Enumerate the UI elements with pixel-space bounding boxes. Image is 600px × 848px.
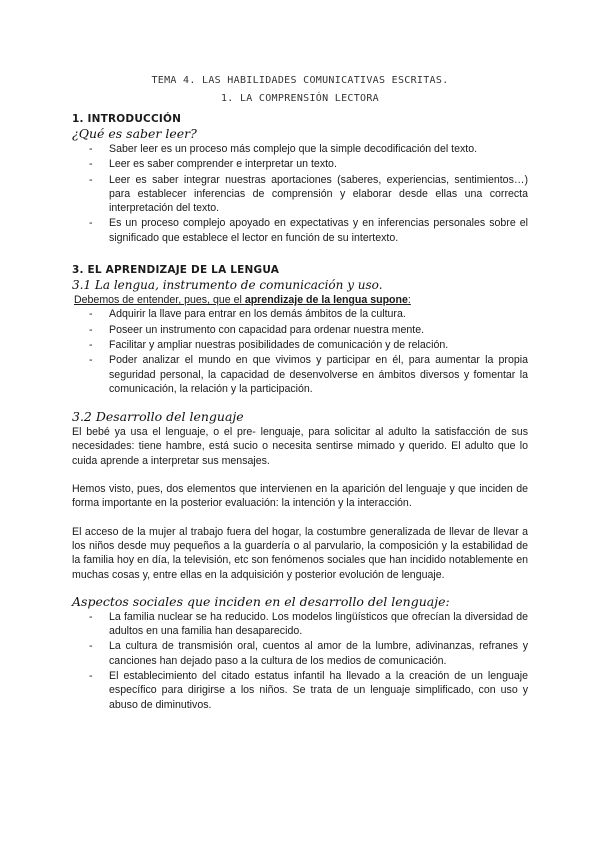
document-title bbox=[72, 72, 528, 108]
social-aspects-subheading: Aspectos sociales que inciden en el desarrollo del lenguaje: bbox=[72, 593, 450, 609]
list-item: - Poseer un instrumento con capacidad para ordenar nuestra mente. bbox=[72, 323, 528, 337]
paragraph: El acceso de la mujer al trabajo fuera del hogar, la costumbre generalizada de llevar de llevar a los niños desde muy pequeños a la guardería o al parvulario, la composición y la estabilidad de la familia hoy en día, la televisión, etc son fenómenos sociales que han incidido notablemente en muchas cosas y, entre ellas en la adquisición y posterior evolución de lenguaje. bbox=[72, 525, 528, 581]
paragraph: El bebé ya usa el lenguaje, o el pre- lenguaje, para solicitar al adulto la satisfacción de sus necesidades: tiene hambre, está sucio o necesita sentirse mimado y querido. El adulto que lo cuida aprende a interpretar sus mensajes. bbox=[72, 426, 528, 467]
list-item: - Leer es saber integrar nuestras aportaciones (saberes, experiencias, sentimientos…) para establecer inferencias de comprensión y elaborar desde ellas una correcta interpretación del texto. bbox=[72, 173, 528, 216]
section-3-heading: 3. EL APRENDIZAJE DE LA LENGUA bbox=[72, 264, 280, 277]
section-3-1-list bbox=[72, 307, 528, 396]
section-1-list bbox=[72, 142, 528, 245]
intro-bold-text: aprendizaje de la lengua supone bbox=[244, 294, 408, 307]
section-3-2-subheading: 3.2 Desarrollo del lenguaje bbox=[72, 409, 244, 425]
list-item: - Poder analizar el mundo en que vivimos y participar en él, para aumentar la propia seguridad personal, la capacidad de desenvolverse en ámbitos diversos y fomentar la comunicación, la relación y la participación. bbox=[72, 353, 528, 396]
document-page bbox=[72, 72, 528, 713]
social-aspects-list bbox=[72, 610, 528, 712]
list-item: - Saber leer es un proceso más complejo que la simple decodificación del texto. bbox=[72, 142, 528, 156]
list-item: - La cultura de transmisión oral, cuentos al amor de la lumbre, adivinanzas, refranes y canciones han dejado paso a la cultura de los medios de comunicación. bbox=[72, 639, 528, 668]
list-item: - Es un proceso complejo apoyado en expectativas y en inferencias personales sobre el significado que establece el lector en función de su intertexto. bbox=[72, 216, 528, 245]
intro-colon: : bbox=[407, 294, 411, 307]
list-item: - Facilitar y ampliar nuestras posibilidades de comunicación y de relación. bbox=[72, 338, 528, 352]
section-1-subheading: ¿Qué es saber leer? bbox=[72, 126, 197, 141]
title-line-1: TEMA 4. LAS HABILIDADES COMUNICATIVAS ESCRITAS. bbox=[151, 75, 449, 86]
paragraph: Hemos visto, pues, dos elementos que intervienen en la aparición del lenguaje y que inciden de forma importante en la posterior evaluación: la intención y la interacción. bbox=[72, 483, 528, 510]
list-item: - Adquirir la llave para entrar en los demás ámbitos de la cultura. bbox=[72, 307, 528, 321]
list-item: - La familia nuclear se ha reducido. Los modelos lingüísticos que ofrecían la diversidad de adultos en una familia han desaparecido. bbox=[72, 610, 528, 639]
list-item: - El establecimiento del citado estatus infantil ha llevado a la creación de un lenguaje específico para dirigirse a los niños. Se trata de un lenguaje simplificado, con uso y abuso de diminutivos. bbox=[72, 669, 528, 712]
section-1-heading: 1. INTRODUCCIÓN bbox=[72, 113, 182, 125]
section-3-1-subheading: 3.1 La lengua, instrumento de comunicación y uso. bbox=[72, 278, 383, 293]
section-3-1-intro bbox=[74, 293, 528, 307]
list-item: - Leer es saber comprender e interpretar un texto. bbox=[72, 157, 528, 171]
intro-text: Debemos de entender, pues, que el bbox=[74, 294, 245, 307]
title-line-2: 1. LA COMPRENSIÓN LECTORA bbox=[220, 93, 379, 104]
